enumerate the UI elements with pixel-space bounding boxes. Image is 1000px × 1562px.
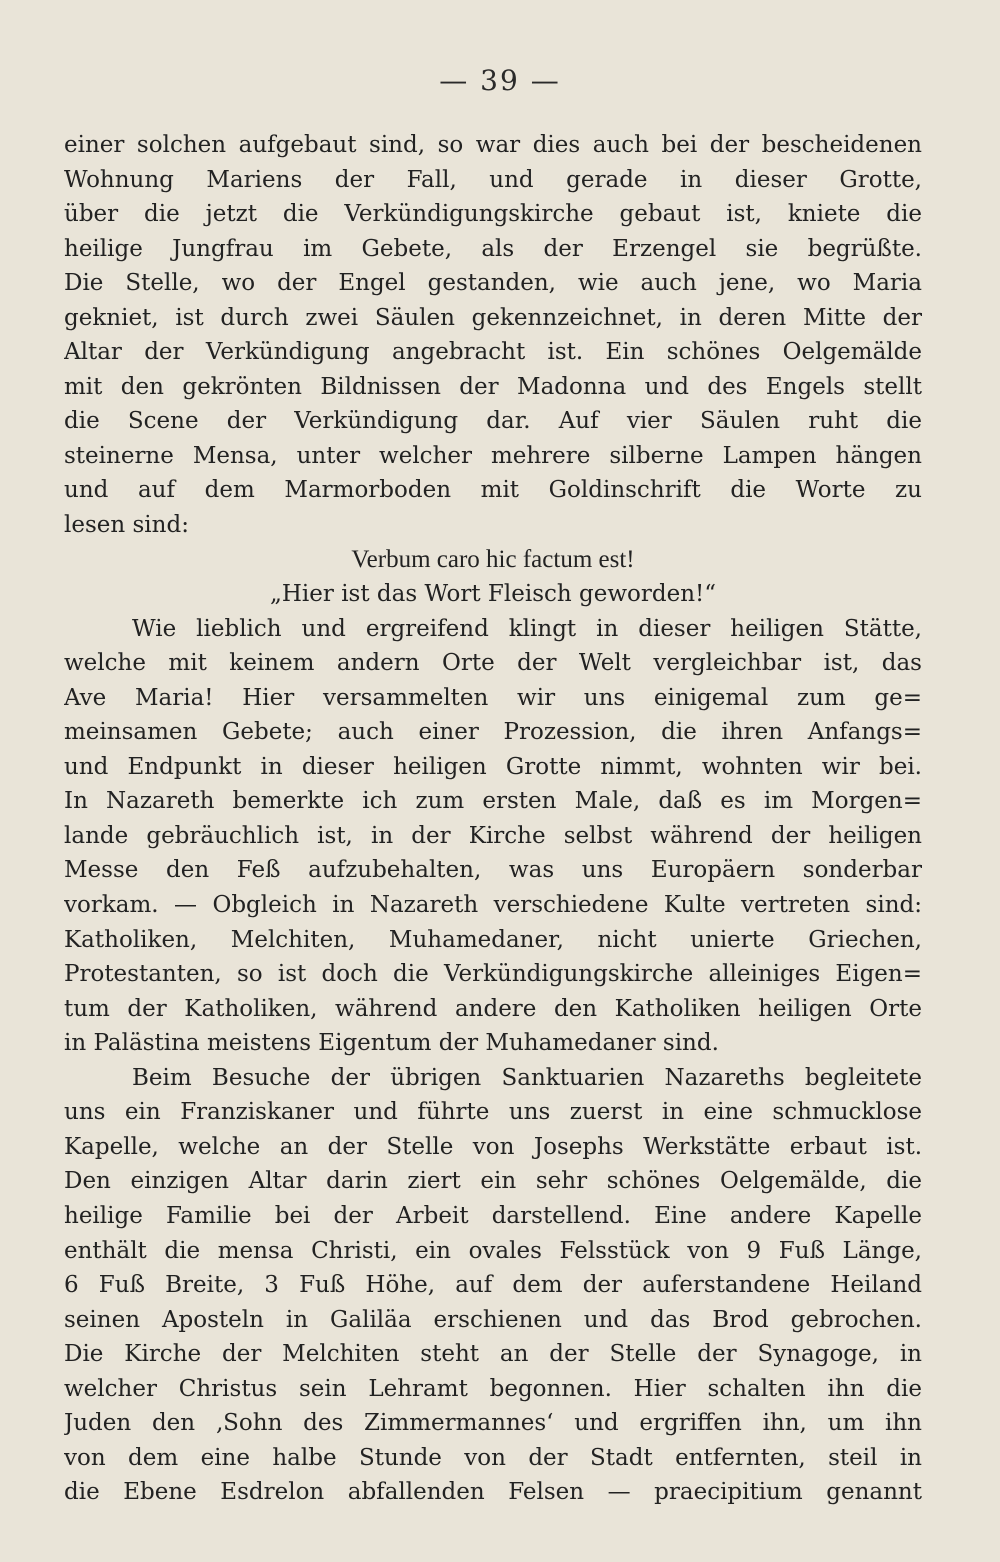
text-line: von dem eine halbe Stunde von der Stadt entfernten, steil in [64, 1444, 922, 1471]
text-line: Protestanten, so ist doch die Verkündigungskirche alleiniges Eigen= [64, 961, 922, 988]
body-text [64, 128, 922, 1510]
text-line: Die Stelle, wo der Engel gestanden, wie auch jene, wo Maria [64, 270, 922, 297]
text-line: die Scene der Verkündigung dar. Auf vier Säulen ruht die [64, 408, 922, 435]
text-line: meinsamen Gebete; auch einer Prozession, die ihren Anfangs= [64, 719, 922, 746]
text-line: Wohnung Mariens der Fall, und gerade in dieser Grotte, [64, 166, 922, 193]
text-line: über die jetzt die Verkündigungskirche gebaut ist, kniete die [64, 201, 922, 228]
text-line: Juden den ‚Sohn des Zimmermannes‘ und ergriffen ihn, um ihn [64, 1410, 922, 1437]
text-line: Kapelle, welche an der Stelle von Josephs Werkstätte erbaut ist. [64, 1133, 922, 1160]
text-line: Die Kirche der Melchiten steht an der Stelle der Synagoge, in [64, 1341, 922, 1368]
text-line: die Ebene Esdrelon abfallenden Felsen — praecipitium genannt [64, 1479, 922, 1506]
text-line: Katholiken, Melchiten, Muhamedaner, nicht unierte Griechen, [64, 926, 922, 953]
text-line: seinen Aposteln in Galiläa erschienen und das Brod gebrochen. [64, 1306, 922, 1333]
text-line: mit den gekrönten Bildnissen der Madonna und des Engels stellt [64, 373, 922, 400]
text-line: heilige Jungfrau im Gebete, als der Erzengel sie begrüßte. [64, 235, 922, 262]
text-line: „Hier ist das Wort Fleisch geworden!“ [269, 581, 717, 608]
text-line: Altar der Verkündigung angebracht ist. Ein schönes Oelgemälde [64, 339, 922, 366]
text-line: 6 Fuß Breite, 3 Fuß Höhe, auf dem der auferstandene Heiland [64, 1272, 922, 1299]
page-number: — 39 — [439, 64, 561, 97]
text-line: gekniet, ist durch zwei Säulen gekennzeichnet, in deren Mitte der [64, 304, 922, 331]
text-line: steinerne Mensa, unter welcher mehrere silberne Lampen hängen [64, 442, 922, 469]
text-line: welche mit keinem andern Orte der Welt vergleichbar ist, das [64, 650, 922, 677]
text-line: und auf dem Marmorboden mit Goldinschrift die Worte zu [64, 477, 922, 504]
text-line: In Nazareth bemerkte ich zum ersten Male, daß es im Morgen= [64, 788, 922, 815]
text-line: tum der Katholiken, während andere den Katholiken heiligen Orte [64, 995, 922, 1022]
text-line: Wie lieblich und ergreifend klingt in dieser heiligen Stätte, [132, 615, 922, 642]
text-line: in Palästina meistens Eigentum der Muhamedaner sind. [64, 1030, 719, 1057]
text-line: Messe den Feß aufzubehalten, was uns Europäern sonderbar [64, 857, 922, 884]
text-line: welcher Christus sein Lehramt begonnen. Hier schalten ihn die [64, 1375, 922, 1402]
text-line: heilige Familie bei der Arbeit darstellend. Eine andere Kapelle [64, 1202, 922, 1229]
text-line: Den einzigen Altar darin ziert ein sehr schönes Oelgemälde, die [64, 1168, 922, 1195]
text-line: enthält die mensa Christi, ein ovales Felsstück von 9 Fuß Länge, [64, 1237, 922, 1264]
text-line: vorkam. — Obgleich in Nazareth verschiedene Kulte vertreten sind: [64, 892, 922, 919]
text-line: einer solchen aufgebaut sind, so war dies auch bei der bescheidenen [64, 132, 922, 158]
text-line: und Endpunkt in dieser heiligen Grotte nimmt, wohnten wir bei. [64, 753, 922, 780]
text-line: uns ein Franziskaner und führte uns zuerst in eine schmucklose [64, 1099, 922, 1126]
text-line: Ave Maria! Hier versammelten wir uns einigemal zum ge= [64, 684, 922, 711]
text-line: Beim Besuche der übrigen Sanktuarien Nazareths begleitete [132, 1064, 922, 1091]
text-line: lande gebräuchlich ist, in der Kirche selbst während der heiligen [64, 822, 922, 849]
text-line: lesen sind: [64, 512, 189, 539]
text-line: Verbum caro hic factum est! [351, 545, 635, 573]
